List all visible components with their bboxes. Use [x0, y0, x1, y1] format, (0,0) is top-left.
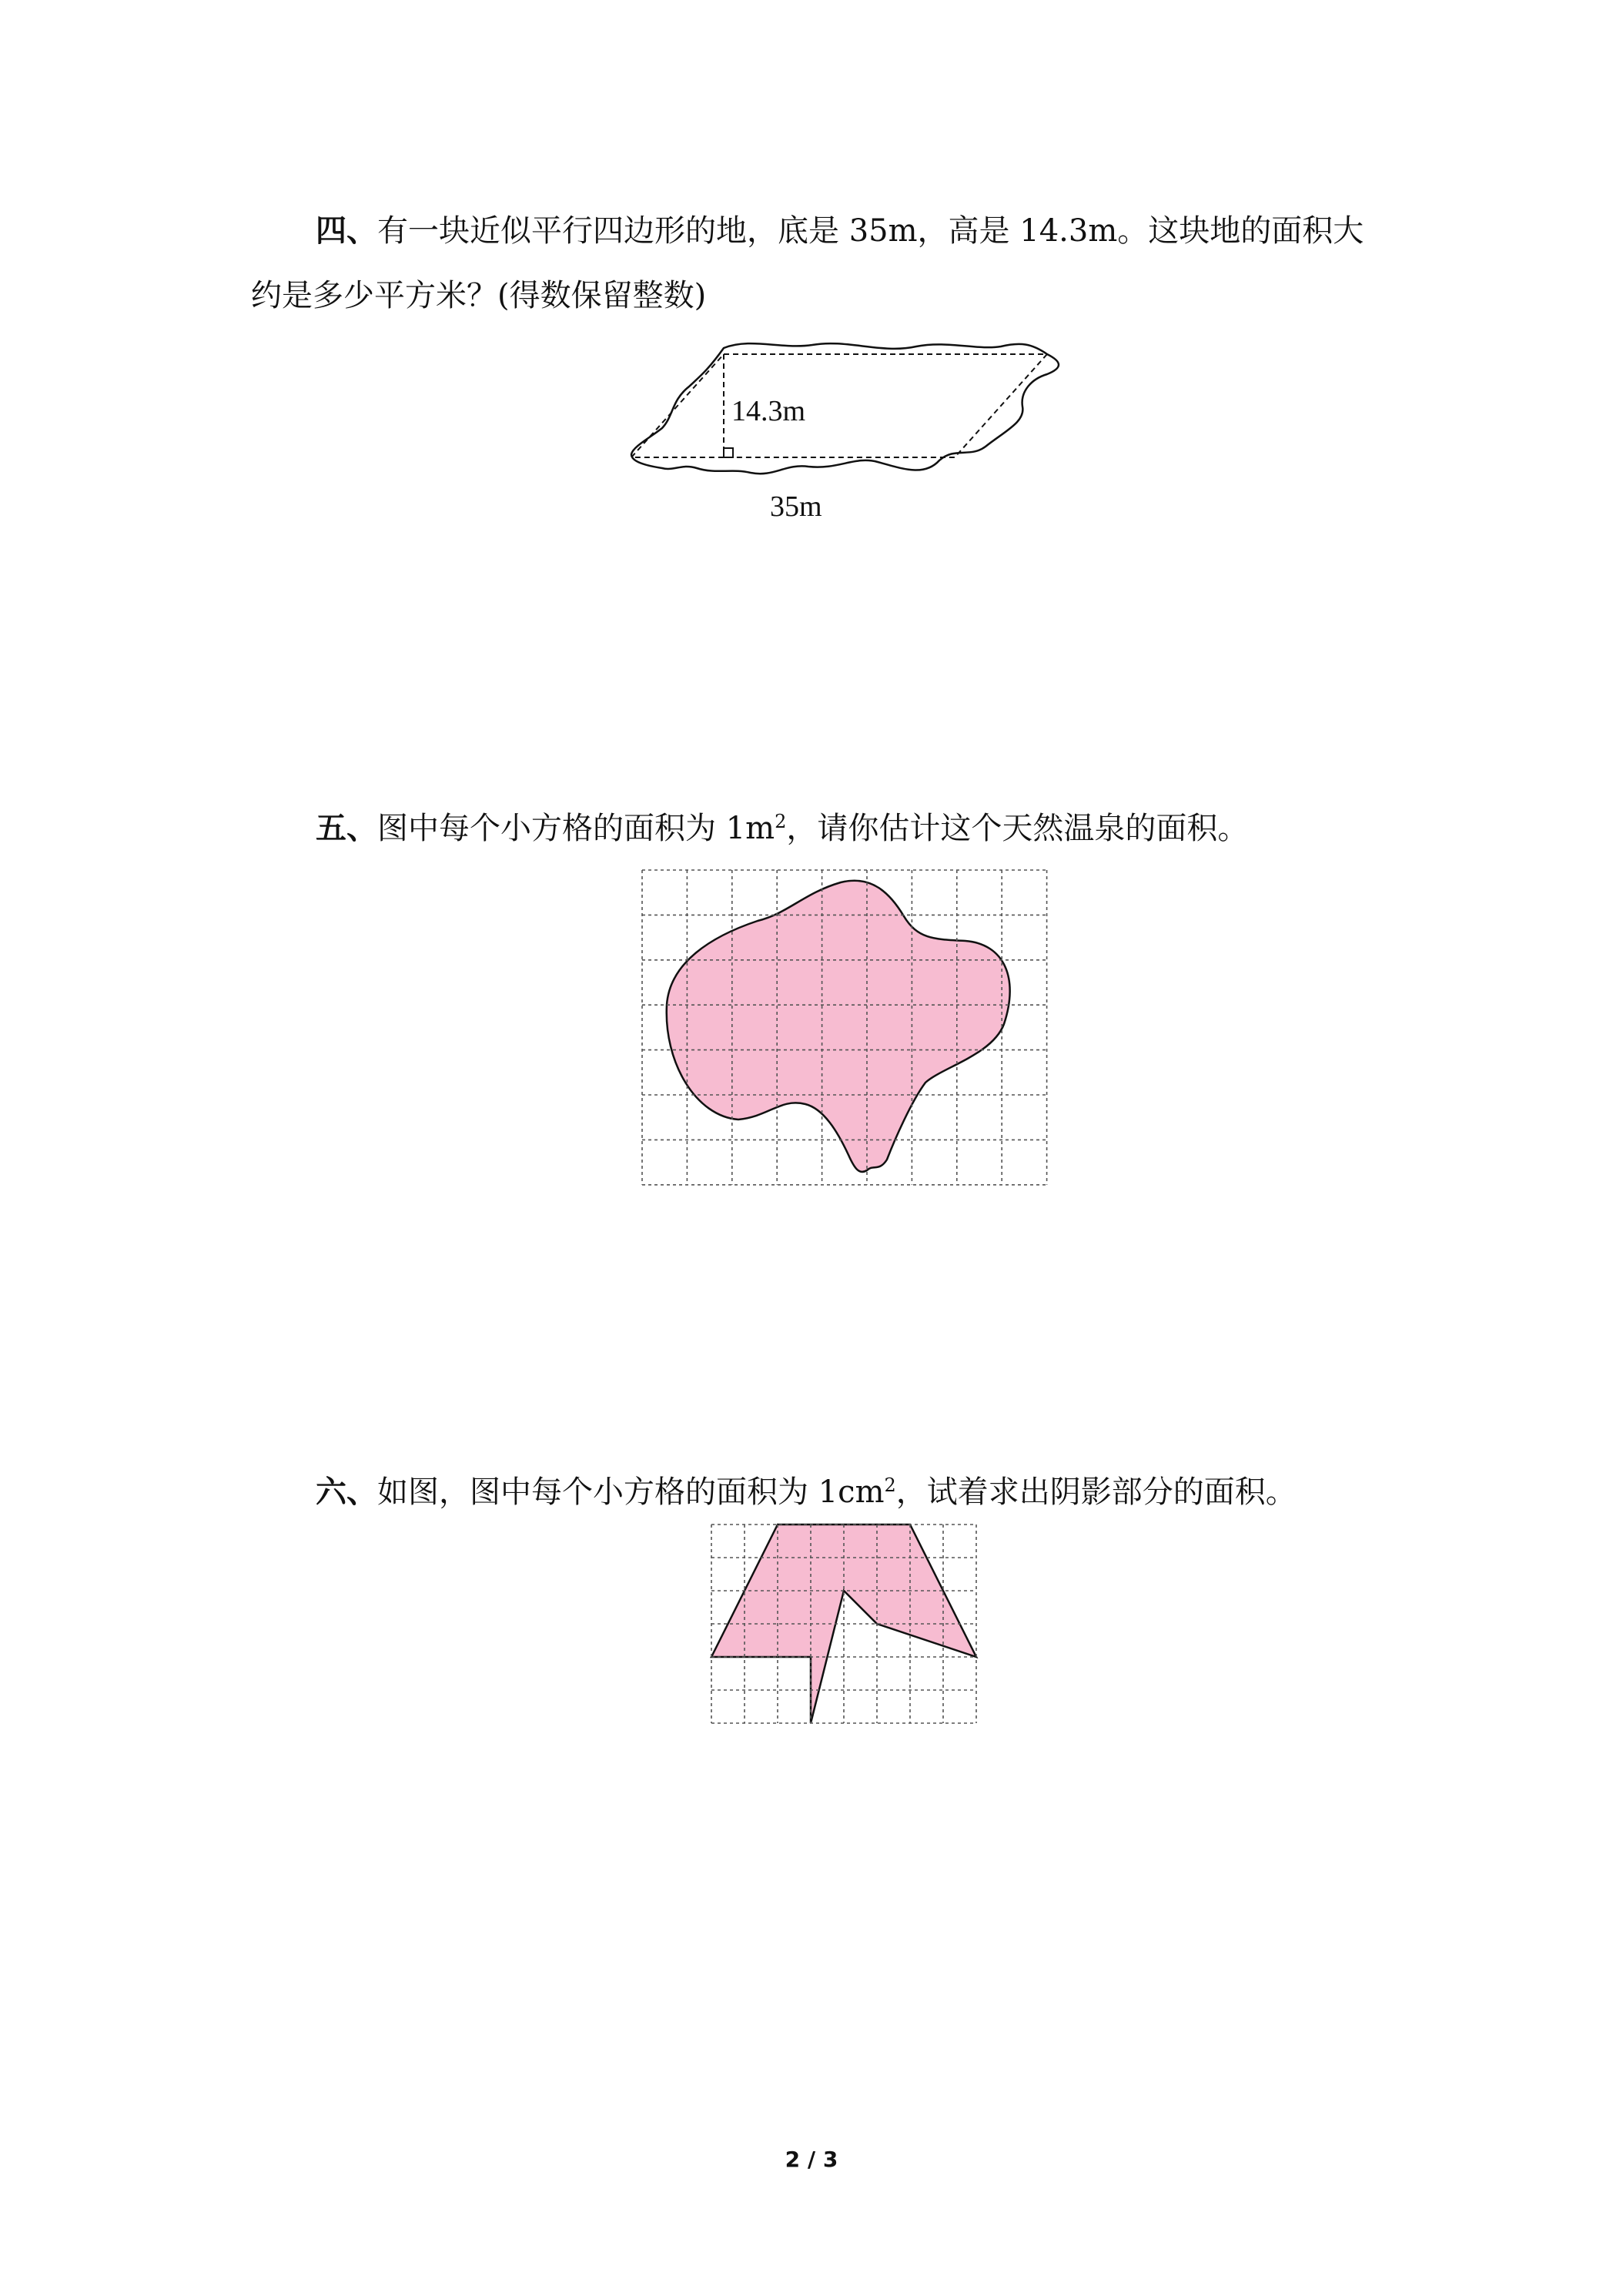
question-5-text-before: 图中每个小方格的面积为 1m: [377, 811, 775, 846]
question-4-text: 有一块近似平行四边形的地，底是 35m，高是 14.3m。这块地的面积大约是多少平方米？(得数保留整数): [251, 213, 1364, 313]
question-5-text-after: ，请你估计这个天然温泉的面积。: [786, 811, 1249, 846]
hot-spring-shape: [667, 881, 1010, 1172]
irregular-field-outline: [631, 343, 1059, 474]
question-5-superscript: 2: [775, 811, 787, 832]
question-4-number: 四、: [316, 213, 377, 249]
question-6-superscript: 2: [884, 1474, 896, 1496]
hot-spring-grid-figure: [642, 870, 1047, 1186]
base-label: 35m: [770, 490, 822, 523]
dashed-parallelogram: [631, 354, 1047, 457]
parallelogram-field-figure: [616, 331, 1078, 539]
question-5: [316, 796, 1440, 861]
page-indicator: 2 / 3: [785, 2147, 838, 2172]
question-6-text-after: ，试着求出阴影部分的面积。: [895, 1474, 1297, 1510]
shaded-polygon-grid-figure: [711, 1525, 978, 1732]
height-label: 14.3m: [731, 395, 806, 427]
question-6: [316, 1460, 1440, 1525]
question-6-number: 六、: [316, 1474, 377, 1510]
question-6-text-before: 如图，图中每个小方格的面积为 1cm: [377, 1474, 885, 1510]
question-4: [251, 199, 1375, 328]
right-angle-mark: [724, 448, 733, 457]
question-5-number: 五、: [316, 811, 377, 846]
